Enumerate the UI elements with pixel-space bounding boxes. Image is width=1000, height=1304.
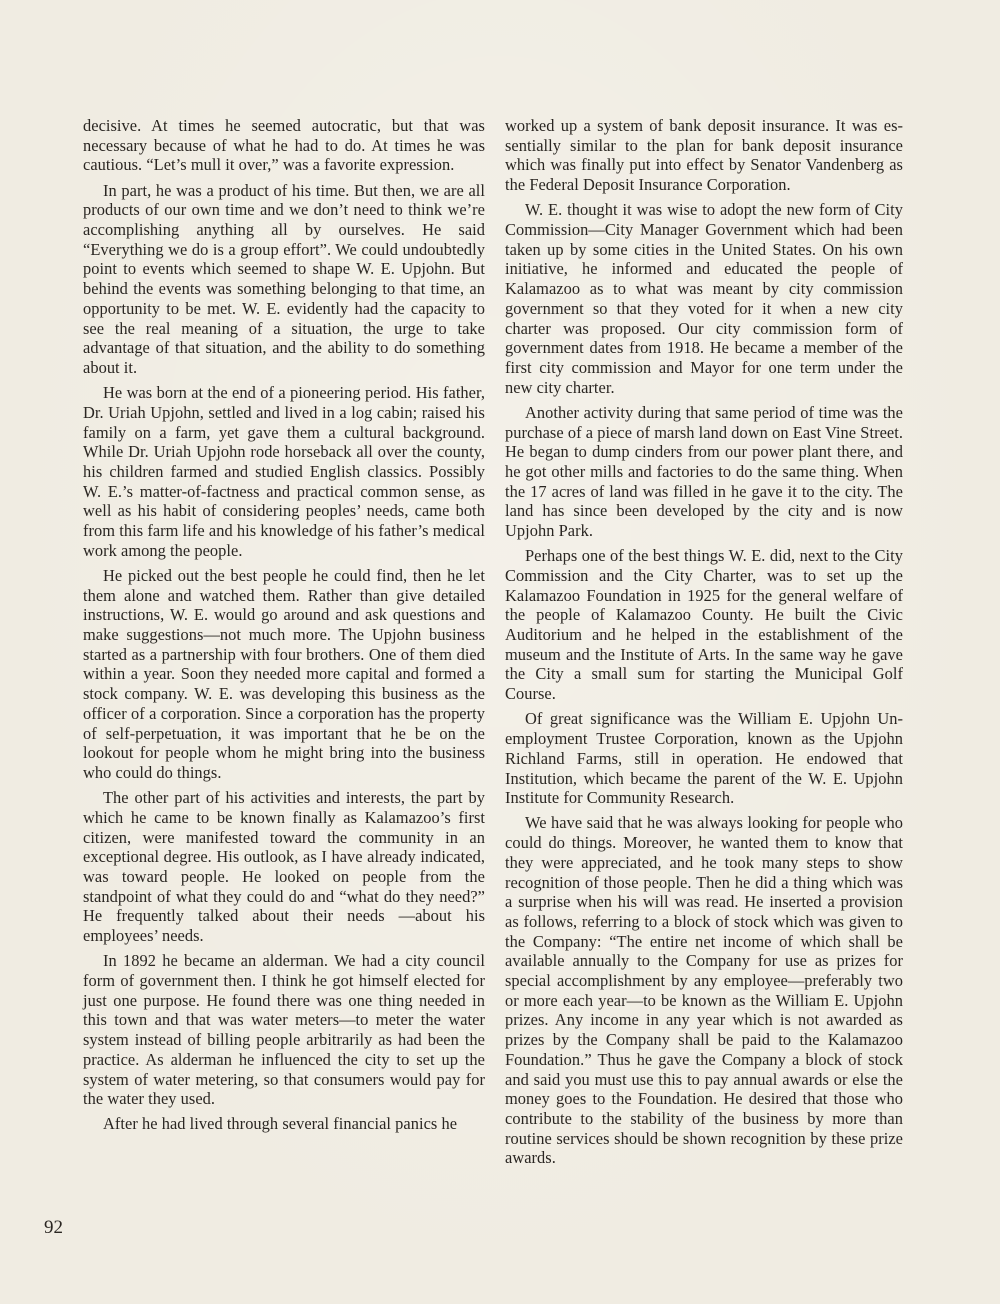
left-column	[83, 116, 485, 1140]
paragraph: We have said that he was always looking for people who could do things. Moreover, he wanted them to know that they were appreciated, and he took many steps to show recognition of those people. Then he did a thing which was a surprise when his will was read. He inserted a provision as follows, referring to a block of stock which was given to the Company: “The entire net income of which shall be available annually to the Company for use as prizes for special accomplishment by any employee—preferably two or more each year—to be known as the William E. Upjohn prizes. Any income in any year which is not awarded as prizes by the Company shall be paid to the Kalamazoo Foundation.” Thus he gave the Company a block of stock and said you must use this to pay annual awards or else the money goes to the Foundation. He desired that those who contribute to the stability of the business by more than routine services should be shown recognition by these prize awards.	[505, 813, 903, 1168]
paragraph: After he had lived through several financial panics he	[103, 1114, 458, 1134]
paragraph: He picked out the best people he could find, then he let them alone and watched them. Rather than give detailed instructions, W. E. would go around and ask questions and make suggestions—not much more. The Upjohn business started as a partnership with four brothers. One of them died within a year. Soon they needed more capital and formed a stock company. W. E. was developing this business as the officer of a corporation. Since a corporation has the property of self-perpetuation, it was important that he be on the lookout for people whom he might bring into the business who could do things.	[83, 565, 485, 782]
paragraph: worked up a system of bank deposit insurance. It was essentially similar to the plan for bank deposit insurance which was finally put into effect by Senator Vandenberg as the Federal Deposit Insurance Corporation.	[505, 116, 903, 195]
paragraph: Of great significance was the William E. Upjohn Unemployment Trustee Corporation, known as the Upjohn Richland Farms, still in operation. He endowed that Institution, which became the parent of the W. E. Upjohn Institute for Community Research.	[505, 709, 903, 808]
paragraph: W. E. thought it was wise to adopt the new form of City Commission—City Manager Government which had been taken up by some cities in the United States. On his own initiative, he informed and educated the people of Kalamazoo as to what was meant by city commission government so that they voted for it when a new city charter was proposed. Our city commission form of government dates from 1918. He became a member of the first city commission and Mayor for one term under the new city charter.	[505, 200, 903, 397]
paragraph: In 1892 he became an alderman. We had a city council form of government then. I think he got himself elected for just one purpose. He found there was one thing needed in this town and that was water meters—to meter the water system instead of billing people arbitrarily as had been the practice. As alderman he influenced the city to set up the system of water metering, so that consumers would pay for the water they used.	[83, 951, 485, 1109]
paragraph: The other part of his activities and interests, the part by which he came to be known finally as Kalamazoo’s first citizen, were manifested toward the community in an exceptional degree. His outlook, as I have already indicated, was toward people. He looked on people from the standpoint of what they could do and “what do they need?” He frequently talked about their needs —about his employees’ needs.	[83, 788, 485, 946]
paragraph: Perhaps one of the best things W. E. did, next to the City Commission and the City Charter, was to set up the Kalamazoo Foundation in 1925 for the general welfare of the people of Kalamazoo County. He built the Civic Auditorium and he helped in the establishment of the museum and the Institute of Arts. In the same way he gave the City a small sum for starting the Municipal Golf Course.	[505, 546, 903, 704]
paragraph: decisive. At times he seemed autocratic, but that was necessary because of what he had to do. At times he was cautious. “Let’s mull it over,” was a favorite expression.	[83, 116, 485, 175]
page-number: 92	[44, 1217, 63, 1238]
paragraph: He was born at the end of a pioneering period. His father, Dr. Uriah Upjohn, settled and lived in a log cabin; raised his family on a farm, yet gave them a cultural background. While Dr. Uriah Upjohn rode horseback all over the county, his children farmed and studied English classics. Possibly W. E.’s matter-of-factness and practical common sense, as well as his habit of considering peoples’ needs, came both from this farm life and his knowledge of his father’s medical work among the people.	[83, 383, 485, 560]
paragraph: In part, he was a product of his time. But then, we are all products of our own time and we don’t need to think we’re accomplishing anything all by ourselves. He said “Everything we do is a group effort”. We could undoubtedly point to events which seemed to shape W. E. Upjohn. But behind the events was something belonging to that time, an opportunity to be met. W. E. evidently had the capacity to see the real meaning of a situation, the urge to take advantage of that situation, and the ability to do something about it.	[83, 180, 485, 377]
right-column	[505, 116, 903, 1174]
paragraph: Another activity during that same period of time was the purchase of a piece of marsh land down on East Vine Street. He began to dump cinders from our power plant there, and he got other mills and factories to do the same thing. When the 17 acres of land was filled in he gave it to the city. The land has since been developed by the city and is now Upjohn Park.	[505, 402, 903, 541]
